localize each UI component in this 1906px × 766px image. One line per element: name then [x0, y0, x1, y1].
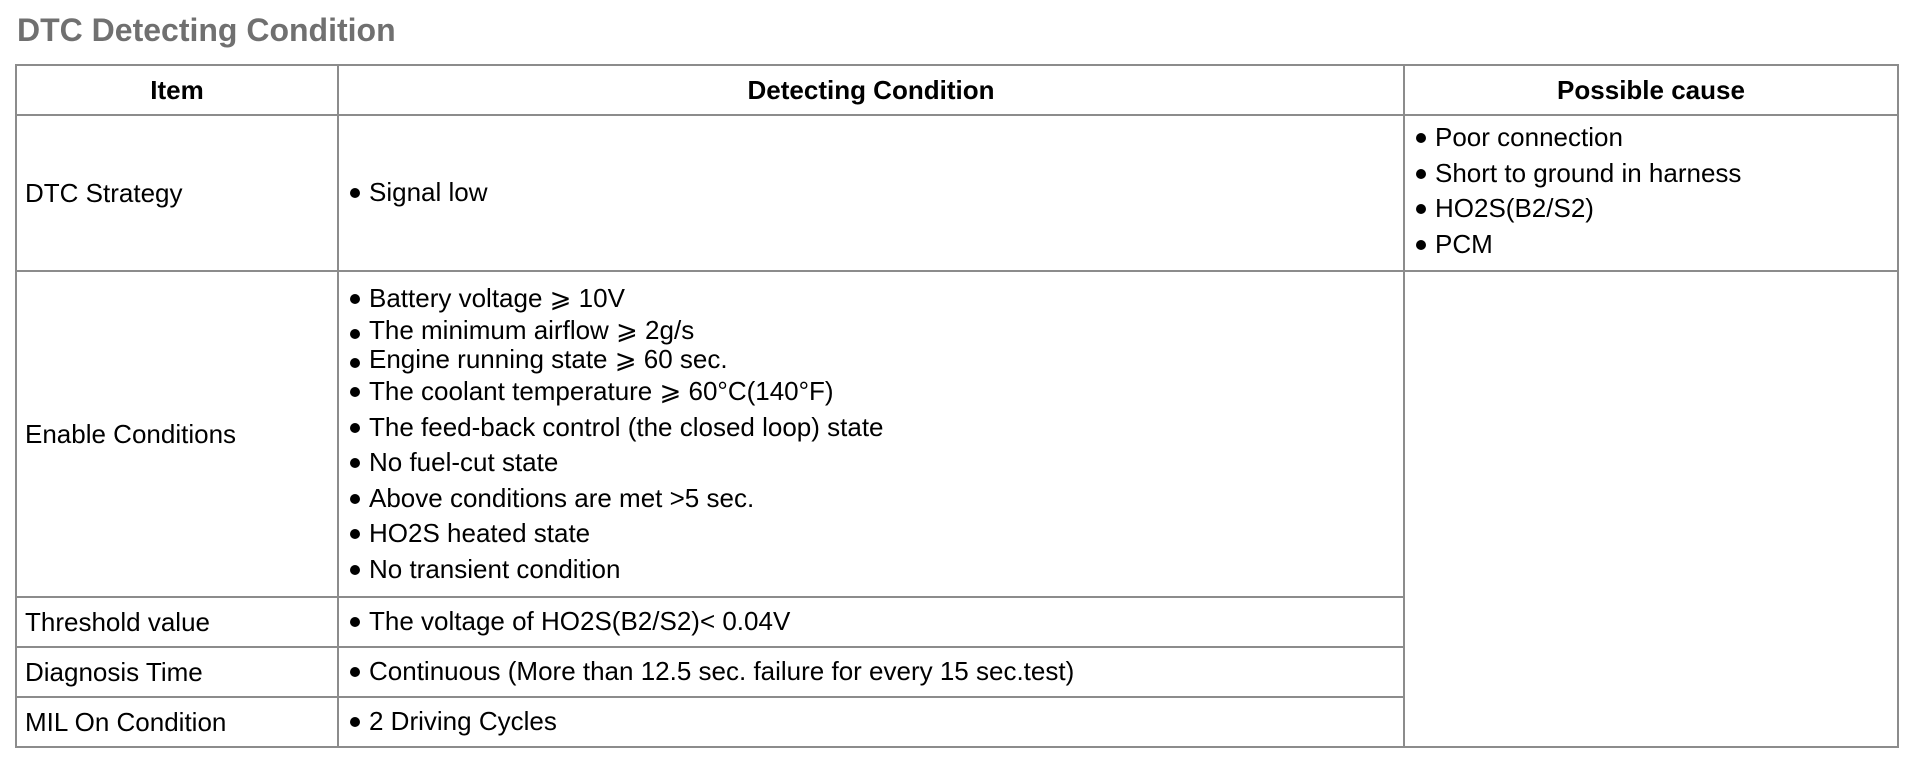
condition-item: Battery voltage ⩾ 10V [347, 281, 1403, 317]
condition-item: The minimum airflow ⩾ 2g/s [347, 316, 1403, 345]
conditions-dtc-strategy [338, 115, 1404, 271]
conditions-enable [338, 271, 1404, 597]
header-detecting-condition: Detecting Condition [338, 65, 1404, 115]
header-possible-cause: Possible cause [1404, 65, 1898, 115]
dtc-table [15, 64, 1899, 748]
conditions-threshold [338, 597, 1404, 647]
cause-item: Short to ground in harness [1413, 156, 1897, 192]
condition-item: Engine running state ⩾ 60 sec. [347, 345, 1403, 374]
cause-item: HO2S(B2/S2) [1413, 191, 1897, 227]
header-item: Item [16, 65, 338, 115]
table-row [16, 115, 1898, 271]
condition-item: No transient condition [347, 552, 1403, 588]
possible-causes-empty-cell [1404, 271, 1898, 747]
condition-item: Above conditions are met >5 sec. [347, 481, 1403, 517]
conditions-mil-on [338, 697, 1404, 747]
conditions-diagnosis-time [338, 647, 1404, 697]
cause-item: PCM [1413, 227, 1897, 263]
condition-item: Continuous (More than 12.5 sec. failure for every 15 sec.test) [347, 654, 1403, 690]
condition-item: No fuel-cut state [347, 445, 1403, 481]
page-title: DTC Detecting Condition [17, 12, 396, 48]
condition-item: The coolant temperature ⩾ 60°C(140°F) [347, 374, 1403, 410]
item-enable-conditions: Enable Conditions [16, 271, 338, 597]
item-threshold-value: Threshold value [16, 597, 338, 647]
item-diagnosis-time: Diagnosis Time [16, 647, 338, 697]
item-mil-on-condition: MIL On Condition [16, 697, 338, 747]
condition-item: 2 Driving Cycles [347, 704, 1403, 740]
condition-item: The voltage of HO2S(B2/S2)< 0.04V [347, 604, 1403, 640]
item-dtc-strategy: DTC Strategy [16, 115, 338, 271]
condition-item: HO2S heated state [347, 516, 1403, 552]
table-header-row [16, 65, 1898, 115]
table-row [16, 271, 1898, 597]
condition-item: The feed-back control (the closed loop) state [347, 410, 1403, 446]
condition-item: Signal low [347, 175, 1403, 211]
possible-causes-cell [1404, 115, 1898, 271]
cause-item: Poor connection [1413, 120, 1897, 156]
